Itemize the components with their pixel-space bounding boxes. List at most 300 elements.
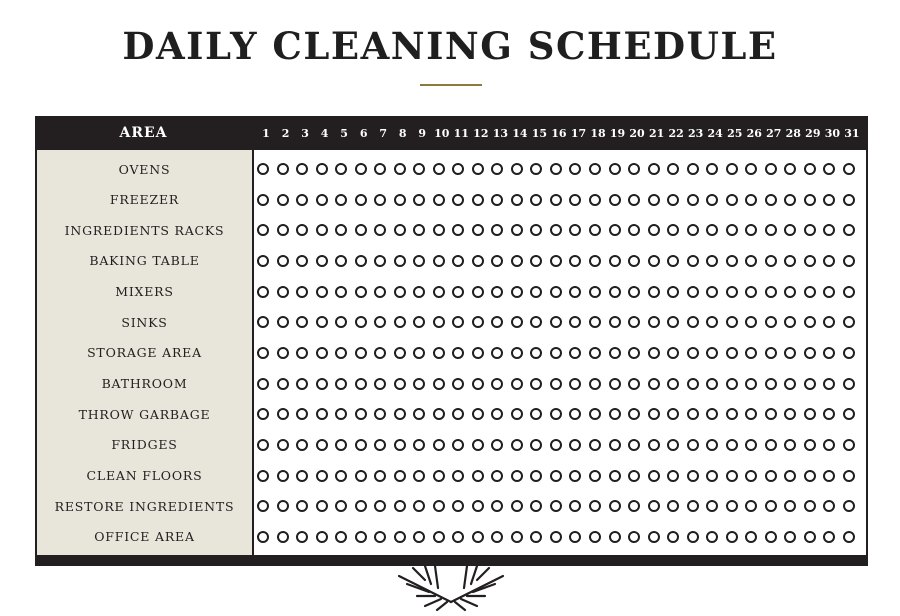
check-circle[interactable] [491,378,503,390]
check-circle[interactable] [257,286,269,298]
check-circle[interactable] [316,470,328,482]
check-circle[interactable] [823,286,835,298]
check-circle[interactable] [433,470,445,482]
check-circle[interactable] [452,163,464,175]
check-circle[interactable] [355,316,367,328]
check-circle[interactable] [316,286,328,298]
check-circle[interactable] [530,194,542,206]
check-circle[interactable] [511,378,523,390]
check-circle[interactable] [609,224,621,236]
check-circle[interactable] [569,163,581,175]
check-circle[interactable] [491,500,503,512]
check-circle[interactable] [413,194,425,206]
check-circle[interactable] [296,163,308,175]
check-circle[interactable] [667,408,679,420]
check-circle[interactable] [452,439,464,451]
check-circle[interactable] [628,316,640,328]
check-circle[interactable] [316,531,328,543]
check-circle[interactable] [726,163,738,175]
check-circle[interactable] [667,439,679,451]
check-circle[interactable] [648,316,660,328]
check-circle[interactable] [687,470,699,482]
check-circle[interactable] [277,408,289,420]
check-circle[interactable] [491,224,503,236]
check-circle[interactable] [726,470,738,482]
check-circle[interactable] [784,255,796,267]
check-circle[interactable] [374,470,386,482]
check-circle[interactable] [335,531,347,543]
check-circle[interactable] [374,408,386,420]
check-circle[interactable] [355,163,367,175]
check-circle[interactable] [511,500,523,512]
check-circle[interactable] [335,500,347,512]
check-circle[interactable] [706,531,718,543]
check-circle[interactable] [648,470,660,482]
check-circle[interactable] [257,163,269,175]
check-circle[interactable] [706,224,718,236]
check-circle[interactable] [687,378,699,390]
check-circle[interactable] [687,194,699,206]
check-circle[interactable] [433,347,445,359]
check-circle[interactable] [335,316,347,328]
check-circle[interactable] [491,347,503,359]
check-circle[interactable] [569,286,581,298]
check-circle[interactable] [296,378,308,390]
check-circle[interactable] [706,347,718,359]
check-circle[interactable] [823,531,835,543]
check-circle[interactable] [648,194,660,206]
check-circle[interactable] [433,286,445,298]
check-circle[interactable] [823,224,835,236]
check-circle[interactable] [589,194,601,206]
check-circle[interactable] [355,470,367,482]
check-circle[interactable] [355,224,367,236]
check-circle[interactable] [628,194,640,206]
check-circle[interactable] [355,408,367,420]
check-circle[interactable] [648,500,660,512]
check-circle[interactable] [628,224,640,236]
check-circle[interactable] [628,347,640,359]
check-circle[interactable] [472,408,484,420]
check-circle[interactable] [257,255,269,267]
check-circle[interactable] [257,347,269,359]
check-circle[interactable] [394,347,406,359]
check-circle[interactable] [355,255,367,267]
check-circle[interactable] [765,224,777,236]
check-circle[interactable] [843,224,855,236]
check-circle[interactable] [784,531,796,543]
check-circle[interactable] [472,470,484,482]
check-circle[interactable] [745,194,757,206]
check-circle[interactable] [648,163,660,175]
check-circle[interactable] [394,378,406,390]
check-circle[interactable] [550,470,562,482]
check-circle[interactable] [550,163,562,175]
check-circle[interactable] [511,194,523,206]
check-circle[interactable] [765,531,777,543]
check-circle[interactable] [589,286,601,298]
check-circle[interactable] [511,531,523,543]
check-circle[interactable] [804,439,816,451]
check-circle[interactable] [843,347,855,359]
check-circle[interactable] [511,439,523,451]
check-circle[interactable] [277,347,289,359]
check-circle[interactable] [687,439,699,451]
check-circle[interactable] [843,316,855,328]
check-circle[interactable] [687,347,699,359]
check-circle[interactable] [472,531,484,543]
check-circle[interactable] [609,378,621,390]
check-circle[interactable] [530,500,542,512]
check-circle[interactable] [667,378,679,390]
check-circle[interactable] [687,224,699,236]
check-circle[interactable] [726,500,738,512]
check-circle[interactable] [784,316,796,328]
check-circle[interactable] [843,500,855,512]
check-circle[interactable] [511,408,523,420]
check-circle[interactable] [433,531,445,543]
check-circle[interactable] [843,408,855,420]
check-circle[interactable] [804,163,816,175]
check-circle[interactable] [765,470,777,482]
check-circle[interactable] [296,500,308,512]
check-circle[interactable] [628,500,640,512]
check-circle[interactable] [589,470,601,482]
check-circle[interactable] [609,194,621,206]
check-circle[interactable] [452,194,464,206]
check-circle[interactable] [277,255,289,267]
check-circle[interactable] [277,378,289,390]
check-circle[interactable] [589,163,601,175]
check-circle[interactable] [648,378,660,390]
check-circle[interactable] [589,224,601,236]
check-circle[interactable] [550,500,562,512]
check-circle[interactable] [843,531,855,543]
check-circle[interactable] [843,378,855,390]
check-circle[interactable] [433,378,445,390]
check-circle[interactable] [687,408,699,420]
check-circle[interactable] [765,439,777,451]
check-circle[interactable] [452,408,464,420]
check-circle[interactable] [667,500,679,512]
check-circle[interactable] [687,286,699,298]
check-circle[interactable] [530,408,542,420]
check-circle[interactable] [335,286,347,298]
check-circle[interactable] [413,347,425,359]
check-circle[interactable] [511,470,523,482]
check-circle[interactable] [277,224,289,236]
check-circle[interactable] [589,347,601,359]
check-circle[interactable] [472,316,484,328]
check-circle[interactable] [589,531,601,543]
check-circle[interactable] [569,408,581,420]
check-circle[interactable] [257,408,269,420]
check-circle[interactable] [433,255,445,267]
check-circle[interactable] [628,408,640,420]
check-circle[interactable] [628,439,640,451]
check-circle[interactable] [745,316,757,328]
check-circle[interactable] [335,408,347,420]
check-circle[interactable] [433,316,445,328]
check-circle[interactable] [296,224,308,236]
check-circle[interactable] [745,470,757,482]
check-circle[interactable] [628,531,640,543]
check-circle[interactable] [706,255,718,267]
check-circle[interactable] [569,316,581,328]
check-circle[interactable] [648,255,660,267]
check-circle[interactable] [628,163,640,175]
check-circle[interactable] [784,378,796,390]
check-circle[interactable] [843,470,855,482]
check-circle[interactable] [413,255,425,267]
check-circle[interactable] [745,286,757,298]
check-circle[interactable] [511,255,523,267]
check-circle[interactable] [491,408,503,420]
check-circle[interactable] [569,347,581,359]
check-circle[interactable] [374,378,386,390]
check-circle[interactable] [296,531,308,543]
check-circle[interactable] [511,286,523,298]
check-circle[interactable] [257,378,269,390]
check-circle[interactable] [823,439,835,451]
check-circle[interactable] [491,531,503,543]
check-circle[interactable] [374,531,386,543]
check-circle[interactable] [530,255,542,267]
check-circle[interactable] [726,255,738,267]
check-circle[interactable] [648,347,660,359]
check-circle[interactable] [823,500,835,512]
check-circle[interactable] [452,224,464,236]
check-circle[interactable] [277,286,289,298]
check-circle[interactable] [765,286,777,298]
check-circle[interactable] [843,163,855,175]
check-circle[interactable] [667,347,679,359]
check-circle[interactable] [296,316,308,328]
check-circle[interactable] [355,347,367,359]
check-circle[interactable] [530,439,542,451]
check-circle[interactable] [550,286,562,298]
check-circle[interactable] [277,439,289,451]
check-circle[interactable] [433,163,445,175]
check-circle[interactable] [491,439,503,451]
check-circle[interactable] [706,408,718,420]
check-circle[interactable] [667,531,679,543]
check-circle[interactable] [511,224,523,236]
check-circle[interactable] [804,470,816,482]
check-circle[interactable] [491,255,503,267]
check-circle[interactable] [413,531,425,543]
check-circle[interactable] [745,378,757,390]
check-circle[interactable] [843,255,855,267]
check-circle[interactable] [609,286,621,298]
check-circle[interactable] [843,439,855,451]
check-circle[interactable] [726,286,738,298]
check-circle[interactable] [823,163,835,175]
check-circle[interactable] [452,531,464,543]
check-circle[interactable] [257,531,269,543]
check-circle[interactable] [765,378,777,390]
check-circle[interactable] [745,500,757,512]
check-circle[interactable] [804,378,816,390]
check-circle[interactable] [316,224,328,236]
check-circle[interactable] [491,194,503,206]
check-circle[interactable] [335,347,347,359]
check-circle[interactable] [433,408,445,420]
check-circle[interactable] [296,408,308,420]
check-circle[interactable] [413,286,425,298]
check-circle[interactable] [472,439,484,451]
check-circle[interactable] [472,286,484,298]
check-circle[interactable] [394,439,406,451]
check-circle[interactable] [472,378,484,390]
check-circle[interactable] [374,194,386,206]
check-circle[interactable] [257,194,269,206]
check-circle[interactable] [452,500,464,512]
check-circle[interactable] [823,194,835,206]
check-circle[interactable] [589,408,601,420]
check-circle[interactable] [355,378,367,390]
check-circle[interactable] [804,500,816,512]
check-circle[interactable] [745,255,757,267]
check-circle[interactable] [745,224,757,236]
check-circle[interactable] [433,194,445,206]
check-circle[interactable] [257,316,269,328]
check-circle[interactable] [589,439,601,451]
check-circle[interactable] [745,347,757,359]
check-circle[interactable] [530,163,542,175]
check-circle[interactable] [316,255,328,267]
check-circle[interactable] [823,316,835,328]
check-circle[interactable] [335,194,347,206]
check-circle[interactable] [628,255,640,267]
check-circle[interactable] [296,439,308,451]
check-circle[interactable] [355,194,367,206]
check-circle[interactable] [511,347,523,359]
check-circle[interactable] [804,408,816,420]
check-circle[interactable] [687,316,699,328]
check-circle[interactable] [687,531,699,543]
check-circle[interactable] [530,316,542,328]
check-circle[interactable] [784,470,796,482]
check-circle[interactable] [648,531,660,543]
check-circle[interactable] [550,194,562,206]
check-circle[interactable] [823,378,835,390]
check-circle[interactable] [277,194,289,206]
check-circle[interactable] [667,255,679,267]
check-circle[interactable] [335,163,347,175]
check-circle[interactable] [296,347,308,359]
check-circle[interactable] [706,286,718,298]
check-circle[interactable] [609,408,621,420]
check-circle[interactable] [413,408,425,420]
check-circle[interactable] [804,224,816,236]
check-circle[interactable] [823,408,835,420]
check-circle[interactable] [628,378,640,390]
check-circle[interactable] [589,316,601,328]
check-circle[interactable] [452,286,464,298]
check-circle[interactable] [491,286,503,298]
check-circle[interactable] [394,316,406,328]
check-circle[interactable] [355,439,367,451]
check-circle[interactable] [550,255,562,267]
check-circle[interactable] [726,347,738,359]
check-circle[interactable] [550,408,562,420]
check-circle[interactable] [394,163,406,175]
check-circle[interactable] [765,194,777,206]
check-circle[interactable] [413,224,425,236]
check-circle[interactable] [530,286,542,298]
check-circle[interactable] [413,316,425,328]
check-circle[interactable] [765,163,777,175]
check-circle[interactable] [394,470,406,482]
check-circle[interactable] [394,255,406,267]
check-circle[interactable] [550,531,562,543]
check-circle[interactable] [784,286,796,298]
check-circle[interactable] [569,500,581,512]
check-circle[interactable] [609,470,621,482]
check-circle[interactable] [843,194,855,206]
check-circle[interactable] [628,286,640,298]
check-circle[interactable] [257,470,269,482]
check-circle[interactable] [277,316,289,328]
check-circle[interactable] [706,439,718,451]
check-circle[interactable] [335,378,347,390]
check-circle[interactable] [277,500,289,512]
check-circle[interactable] [706,378,718,390]
check-circle[interactable] [316,316,328,328]
check-circle[interactable] [687,500,699,512]
check-circle[interactable] [394,224,406,236]
check-circle[interactable] [804,255,816,267]
check-circle[interactable] [765,316,777,328]
check-circle[interactable] [648,408,660,420]
check-circle[interactable] [394,408,406,420]
check-circle[interactable] [452,347,464,359]
check-circle[interactable] [316,163,328,175]
check-circle[interactable] [765,408,777,420]
check-circle[interactable] [530,470,542,482]
check-circle[interactable] [823,347,835,359]
check-circle[interactable] [550,439,562,451]
check-circle[interactable] [569,439,581,451]
check-circle[interactable] [804,347,816,359]
check-circle[interactable] [804,531,816,543]
check-circle[interactable] [394,531,406,543]
check-circle[interactable] [355,286,367,298]
check-circle[interactable] [628,470,640,482]
check-circle[interactable] [823,255,835,267]
check-circle[interactable] [394,286,406,298]
check-circle[interactable] [413,470,425,482]
check-circle[interactable] [609,500,621,512]
check-circle[interactable] [726,224,738,236]
check-circle[interactable] [784,439,796,451]
check-circle[interactable] [609,347,621,359]
check-circle[interactable] [374,316,386,328]
check-circle[interactable] [452,255,464,267]
check-circle[interactable] [648,224,660,236]
check-circle[interactable] [335,470,347,482]
check-circle[interactable] [706,194,718,206]
check-circle[interactable] [413,500,425,512]
check-circle[interactable] [550,378,562,390]
check-circle[interactable] [784,194,796,206]
check-circle[interactable] [589,378,601,390]
check-circle[interactable] [257,224,269,236]
check-circle[interactable] [491,163,503,175]
check-circle[interactable] [374,286,386,298]
check-circle[interactable] [296,194,308,206]
